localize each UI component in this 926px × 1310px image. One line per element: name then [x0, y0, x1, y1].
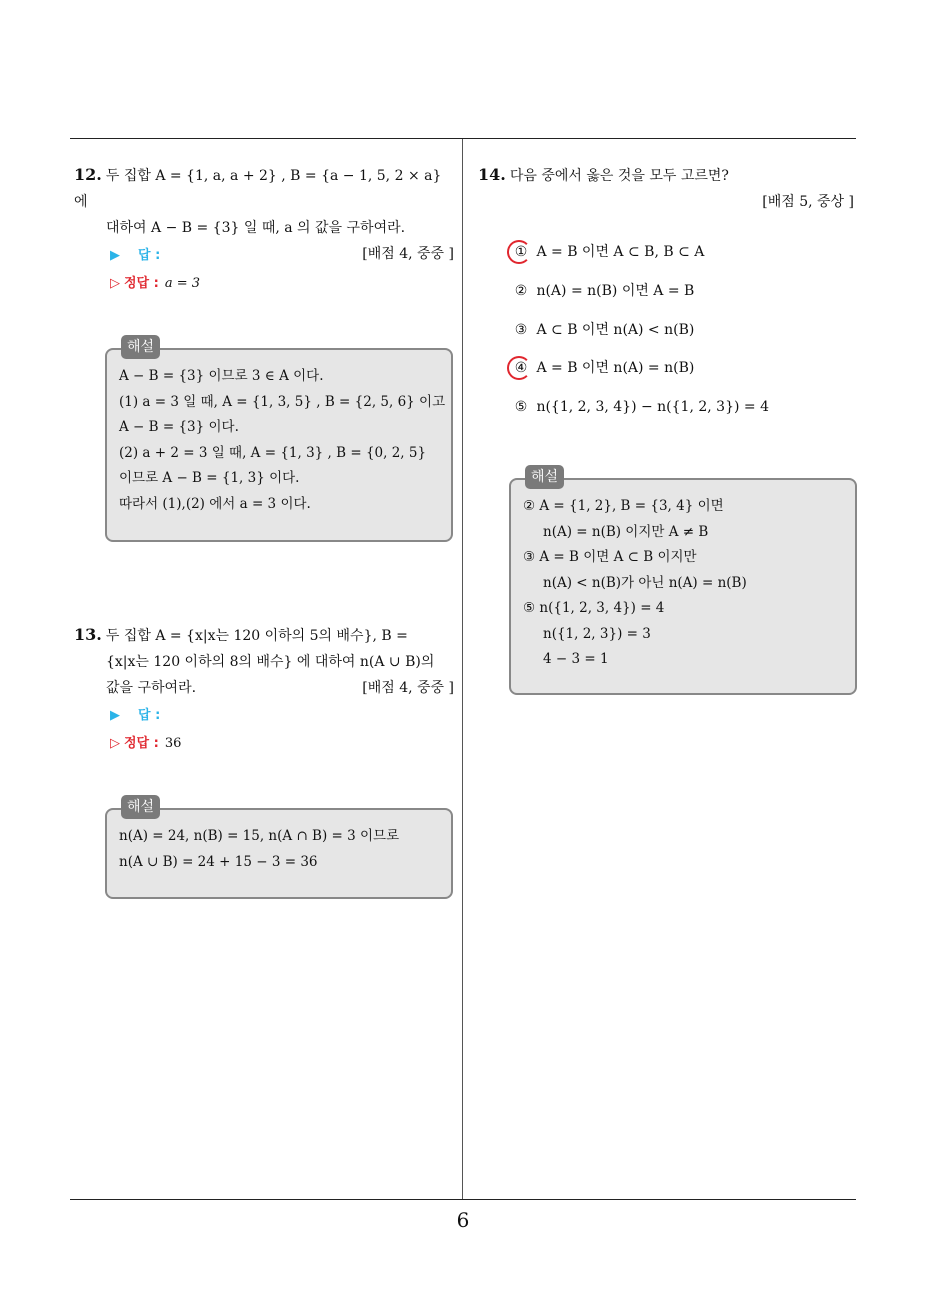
answer-row — [110, 246, 160, 266]
choice-5[interactable] — [510, 395, 769, 419]
answer-label: 답 : — [138, 248, 161, 263]
question-13 — [74, 622, 454, 701]
correct-answer-row — [110, 734, 181, 754]
play-icon: ▶ — [110, 708, 120, 723]
answer-row — [110, 706, 160, 726]
question-text: 두 집합 A = {1, a, a + 2} , B = {a − 1, 5, 2 × a} 에 — [74, 168, 442, 210]
choice-1[interactable] — [510, 240, 704, 264]
explanation-box-13 — [105, 799, 453, 899]
explanation-line: (2) a + 2 = 3 일 때, A = {1, 3} , B = {0, 2, 5} — [119, 444, 427, 461]
question-14-line1 — [478, 162, 854, 189]
triangle-outline-icon: ▷ — [110, 276, 120, 291]
question-meta: [배점 5, 중상 ] — [762, 194, 854, 210]
choice-4[interactable] — [510, 356, 694, 380]
explanation-line: (1) a = 3 일 때, A = {1, 3, 5} , B = {2, 5, 6} 이고 — [119, 393, 446, 410]
correct-value: a = 3 — [164, 276, 201, 291]
question-13-line3 — [74, 675, 454, 701]
explanation-box-12 — [105, 339, 453, 542]
explanation-line: n({1, 2, 3}) = 3 — [543, 625, 651, 642]
question-13-line1 — [74, 622, 454, 649]
explanation-line: 따라서 (1),(2) 에서 a = 3 이다. — [119, 495, 311, 512]
top-rule — [70, 138, 856, 139]
question-number: 13. — [74, 625, 102, 644]
choice-2[interactable] — [510, 279, 694, 303]
choice-number: ③ — [514, 322, 528, 338]
choice-number: ② — [514, 283, 528, 299]
correct-label: 정답 : — [124, 736, 159, 751]
choice-text: A = B 이면 n(A) = n(B) — [536, 360, 695, 376]
explanation-line: n(A) = n(B) 이지만 A ≠ B — [543, 523, 709, 540]
explanation-line: n(A ∪ B) = 24 + 15 − 3 = 36 — [119, 853, 318, 870]
question-14 — [478, 162, 854, 215]
explanation-tag: 해설 — [121, 335, 160, 359]
explanation-line: A − B = {3} 이다. — [119, 419, 239, 435]
question-13-line2: {x|x는 120 이하의 8의 배수} 에 대하여 n(A ∪ B)의 — [106, 654, 435, 670]
play-icon: ▶ — [110, 248, 120, 263]
choice-text: n({1, 2, 3, 4}) − n({1, 2, 3}) = 4 — [536, 399, 769, 415]
explanation-tag: 해설 — [525, 465, 564, 489]
explanation-box-14 — [509, 469, 857, 695]
question-meta: [배점 4, 중중 ] — [362, 246, 454, 262]
correct-label: 정답 : — [124, 276, 159, 291]
question-text: 다음 중에서 옳은 것을 모두 고르면? — [509, 168, 729, 184]
question-12-line2: 대하여 A − B = {3} 일 때, a 의 값을 구하여라. — [106, 220, 406, 236]
correct-value: 36 — [164, 736, 182, 751]
choice-number: ① — [514, 244, 528, 260]
explanation-line: n(A) = 24, n(B) = 15, n(A ∩ B) = 3 이므로 — [119, 828, 400, 844]
choice-text: A ⊂ B 이면 n(A) < n(B) — [536, 322, 695, 338]
explanation-line: 이므로 A − B = {1, 3} 이다. — [119, 470, 300, 486]
question-12-line1 — [74, 162, 454, 215]
bottom-rule — [70, 1199, 856, 1200]
choice-text: n(A) = n(B) 이면 A = B — [536, 283, 695, 299]
question-number: 14. — [478, 165, 506, 184]
explanation-line: ③ A = B 이면 A ⊂ B 이지만 — [523, 549, 697, 565]
explanation-tag: 해설 — [121, 795, 160, 819]
column-divider — [462, 139, 463, 1200]
correct-answer-row — [110, 274, 200, 294]
choice-number: ④ — [514, 360, 528, 376]
question-number: 12. — [74, 165, 102, 184]
question-text: 값을 구하여라. — [106, 680, 197, 696]
choice-text: A = B 이면 A ⊂ B, B ⊂ A — [536, 244, 705, 260]
explanation-line: ② A = {1, 2}, B = {3, 4} 이면 — [523, 498, 724, 514]
question-meta: [배점 4, 중중 ] — [362, 680, 454, 696]
explanation-line: n(A) < n(B)가 아닌 n(A) = n(B) — [543, 574, 747, 591]
page-number: 6 — [456, 1208, 470, 1232]
question-text: 두 집합 A = {x|x는 120 이하의 5의 배수}, B = — [105, 628, 408, 644]
triangle-outline-icon: ▷ — [110, 736, 120, 751]
choice-number: ⑤ — [514, 399, 528, 415]
explanation-line: 4 − 3 = 1 — [543, 651, 609, 667]
explanation-line: A − B = {3} 이므로 3 ∈ A 이다. — [119, 368, 324, 384]
explanation-line: ⑤ n({1, 2, 3, 4}) = 4 — [523, 600, 665, 616]
answer-label: 답 : — [138, 708, 161, 723]
choice-3[interactable] — [510, 318, 694, 342]
